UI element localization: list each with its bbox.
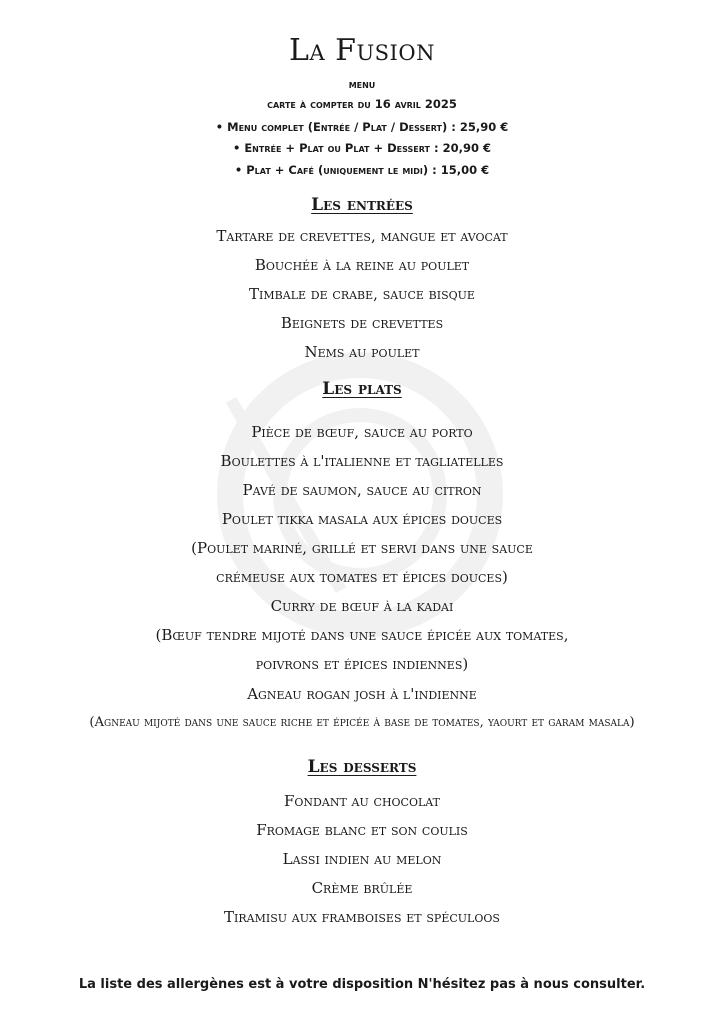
menu-item: Pavé de saumon, sauce au citron bbox=[242, 481, 482, 499]
restaurant-title: La Fusion bbox=[289, 33, 435, 68]
menu-item: Timbale de crabe, sauce bisque bbox=[249, 285, 475, 303]
section-heading-desserts: Les desserts bbox=[307, 757, 417, 777]
menu-item-description: (Bœuf tendre mijoté dans une sauce épicée aux tomates, bbox=[155, 626, 569, 644]
menu-item-description: (Poulet mariné, grillé et servi dans une sauce bbox=[191, 539, 533, 557]
menu-item: Beignets de crevettes bbox=[280, 314, 444, 332]
section-heading-mains: Les plats bbox=[322, 379, 402, 399]
menu-item-description: crémeuse aux tomates et épices douces) bbox=[216, 568, 508, 586]
menu-item-description: (Agneau mijoté dans une sauce riche et épicée à base de tomates, yaourt et garam masala) bbox=[89, 715, 635, 730]
formula-lunch: • Plat + Café (uniquement le midi) : 15,00 € bbox=[234, 163, 490, 177]
menu-item: Lassi indien au melon bbox=[282, 850, 442, 868]
section-heading-starters: Les entrées bbox=[311, 195, 413, 215]
menu-item: Fromage blanc et son coulis bbox=[256, 821, 468, 839]
valid-from-text: carte à compter du 16 avril 2025 bbox=[267, 97, 457, 111]
menu-item: Poulet tikka masala aux épices douces bbox=[221, 510, 503, 528]
menu-item: Fondant au chocolat bbox=[284, 792, 440, 810]
menu-item-description: poivrons et épices indiennes) bbox=[255, 655, 469, 673]
menu-item: Curry de bœuf à la kadai bbox=[270, 597, 454, 615]
menu-item: Nems au poulet bbox=[304, 343, 420, 361]
menu-item: Pièce de bœuf, sauce au porto bbox=[251, 423, 473, 441]
menu-subtitle: menu bbox=[348, 77, 376, 91]
menu-item: Crème brûlée bbox=[311, 879, 413, 897]
menu-item: Bouchée à la reine au poulet bbox=[254, 256, 470, 274]
allergen-notice: La liste des allergènes est à votre disposition N'hésitez pas à nous consulter. bbox=[78, 977, 646, 992]
formula-full-menu: • Menu complet (Entrée / Plat / Dessert) : 25,90 € bbox=[215, 120, 509, 134]
menu-item: Agneau rogan josh à l'indienne bbox=[247, 685, 477, 703]
menu-item: Tartare de crevettes, mangue et avocat bbox=[216, 227, 508, 245]
formula-two-courses: • Entrée + Plat ou Plat + Dessert : 20,90 € bbox=[232, 141, 492, 155]
menu-item: Boulettes à l'italienne et tagliatelles bbox=[220, 452, 504, 470]
menu-item: Tiramisu aux framboises et spéculoos bbox=[224, 908, 500, 926]
